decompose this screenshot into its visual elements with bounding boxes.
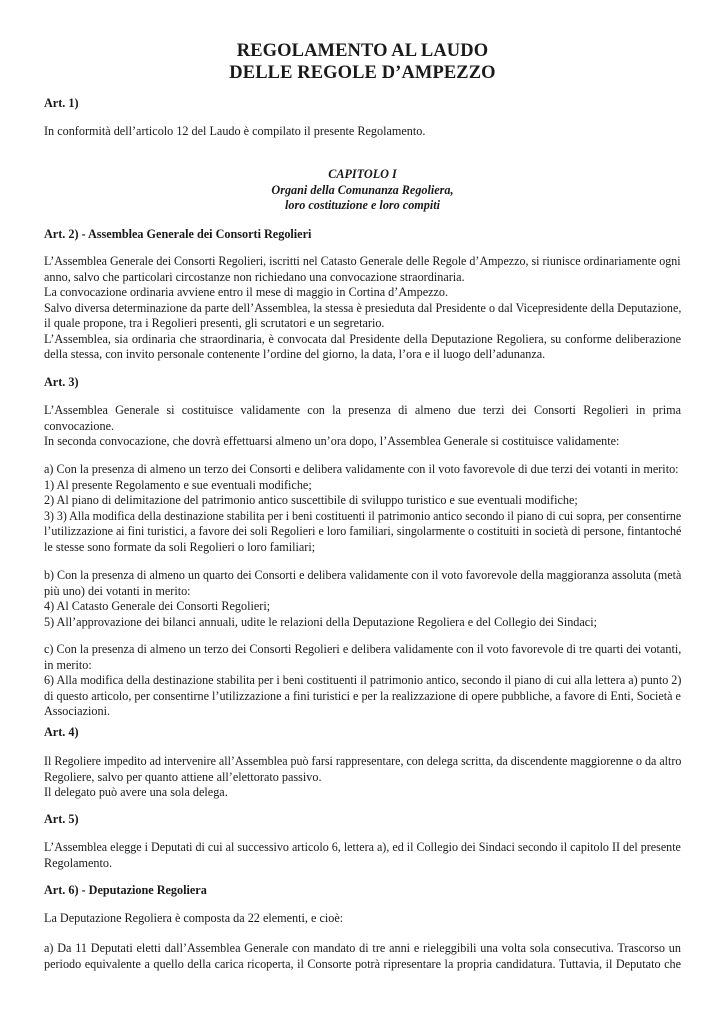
art3-c-line: 6) Alla modifica della destinazione stabilita per i beni costituenti il patrimonio antico, secondo il piano di cui alla lettera a) punto 2) [44, 673, 682, 687]
art2-line: il quale propone, tra i Regolieri presenti, gli scrutatori e un segretario. [44, 316, 385, 330]
art3-intro-line: In seconda convocazione, che dovrà effettuarsi almeno un’ora dopo, l’Assemblea Generale si costituisce validamente: [44, 434, 620, 448]
document-title-line-1: REGOLAMENTO AL LAUDO [236, 41, 489, 61]
art3-a-line: 2) Al piano di delimitazione del patrimonio antico suscettibile di sviluppo turistico e sue eventuali modifiche; [44, 493, 578, 507]
art3-a-line: 3) 3) Alla modifica della destinazione stabilita per i beni costituenti il patrimonio antico secondo il piano di cui sopra, per consentirne [44, 508, 682, 523]
art6-a-line: periodo equivalente a quello della carica ricoperta, il Consorte potrà ripresentare la propria candidatura. Tuttavia, il Deputato che [44, 956, 681, 971]
art3-c-line: c) Con la presenza di almeno un terzo dei Consorti Regolieri e delibera validamente con il voto favorevole di tre quarti dei votanti, [44, 642, 682, 656]
art2-line: L’Assemblea Generale dei Consorti Regolieri, iscritti nel Catasto Generale delle Regole d’Ampezzo, si riunisce ordinariamente ogni [44, 254, 681, 268]
art3-heading: Art. 3) [44, 375, 79, 389]
art6-heading: Art. 6) - Deputazione Regoliera [44, 883, 207, 897]
art6-a-line: a) Da 11 Deputati eletti dall’Assemblea Generale con mandato di tre anni e rieleggibili una volta sola consecutiva. Trascorso un [44, 941, 681, 955]
art3-b-line: 5) All’approvazione dei bilanci annuali, udite le relazioni della Deputazione Regoliera e del Collegio dei Sindaci; [44, 614, 597, 629]
art3-c-line: in merito: [44, 657, 92, 672]
art5-heading: Art. 5) [44, 812, 79, 826]
art1-text: In conformità dell’articolo 12 del Laudo è compilato il presente Regolamento. [44, 124, 426, 138]
art2-line: L’Assemblea, sia ordinaria che straordinaria, è convocata dal Presidente della Deputazione Regoliera, su conforme deliberazione [44, 331, 681, 346]
document-title-line-2: DELLE REGOLE D’AMPEZZO [229, 63, 496, 83]
art2-line: della stessa, con invito personale contenente l’ordine del giorno, la data, l’ora e il luogo dell’adunanza. [44, 347, 546, 361]
art3-a-line: le stesse sono formate da soli Regolieri o loro familiari; [44, 539, 316, 554]
art4-line: Regoliere, salvo per quanto attiene all’elettorato passivo. [44, 769, 322, 784]
art5-line: Regolamento. [44, 855, 113, 870]
art3-intro-line: convocazione. [44, 418, 115, 433]
art1-heading: Art. 1) [44, 96, 79, 110]
art3-b-line: b) Con la presenza di almeno un quarto dei Consorti e delibera validamente con il voto favorevole della maggioranza assoluta (metà [44, 568, 682, 582]
art5-line: L’Assemblea elegge i Deputati di cui al successivo articolo 6, lettera a), ed il Collegio dei Sindaci secondo il capitolo II del presente [44, 840, 681, 854]
art2-heading: Art. 2) - Assemblea Generale dei Consorti Regolieri [44, 227, 312, 241]
art4-heading: Art. 4) [44, 725, 79, 739]
art3-intro-line: L’Assemblea Generale si costituisce validamente con la presenza di almeno due terzi dei Consorti Regolieri in prima [44, 403, 681, 417]
chapter-subtitle-2: loro costituzione e loro compiti [284, 198, 441, 212]
art3-c-line: Associazioni. [44, 704, 111, 718]
art4-line: Il Regoliere impedito ad intervenire all’Assemblea può farsi rappresentare, con delega scritta, da discendente maggiorenne o da altro [44, 754, 682, 768]
art2-line: anno, salvo che particolari circostanze non richiedano una convocazione straordinaria. [44, 269, 465, 284]
art3-b-line: 4) Al Catasto Generale dei Consorti Regolieri; [44, 599, 271, 613]
art3-a-line: 1) Al presente Regolamento e sue eventuali modifiche; [44, 477, 312, 492]
art2-line: Salvo diversa determinazione da parte dell’Assemblea, la stessa è presieduta dal Presidente o dal Vicepresidente della Deputazione, [44, 300, 682, 315]
art4-line: Il delegato può avere una sola delega. [44, 785, 228, 799]
art3-a-line: l’utilizzazione ai fini turistici, a favore dei soli Regolieri e loro familiari, singolarmente o costituiti in società di persone, fintantoché [44, 524, 682, 538]
chapter-subtitle-1: Organi della Comunanza Regoliera, [271, 182, 454, 197]
art3-a-line: a) Con la presenza di almeno un terzo dei Consorti e delibera validamente con il voto favorevole di due terzi dei votanti in merito: [44, 462, 679, 476]
chapter-label: CAPITOLO I [328, 167, 397, 181]
art6-intro: La Deputazione Regoliera è composta da 22 elementi, e cioè: [44, 911, 344, 925]
art3-c-line: di questo articolo, per consentirne l’utilizzazione a fini turistici e per la realizzazione di opere pubbliche, a favore di Enti, Società e [44, 688, 681, 703]
art3-b-line: più uno) dei votanti in merito: [44, 583, 191, 598]
art2-line: La convocazione ordinaria avviene entro il mese di maggio in Cortina d’Ampezzo. [44, 285, 449, 299]
